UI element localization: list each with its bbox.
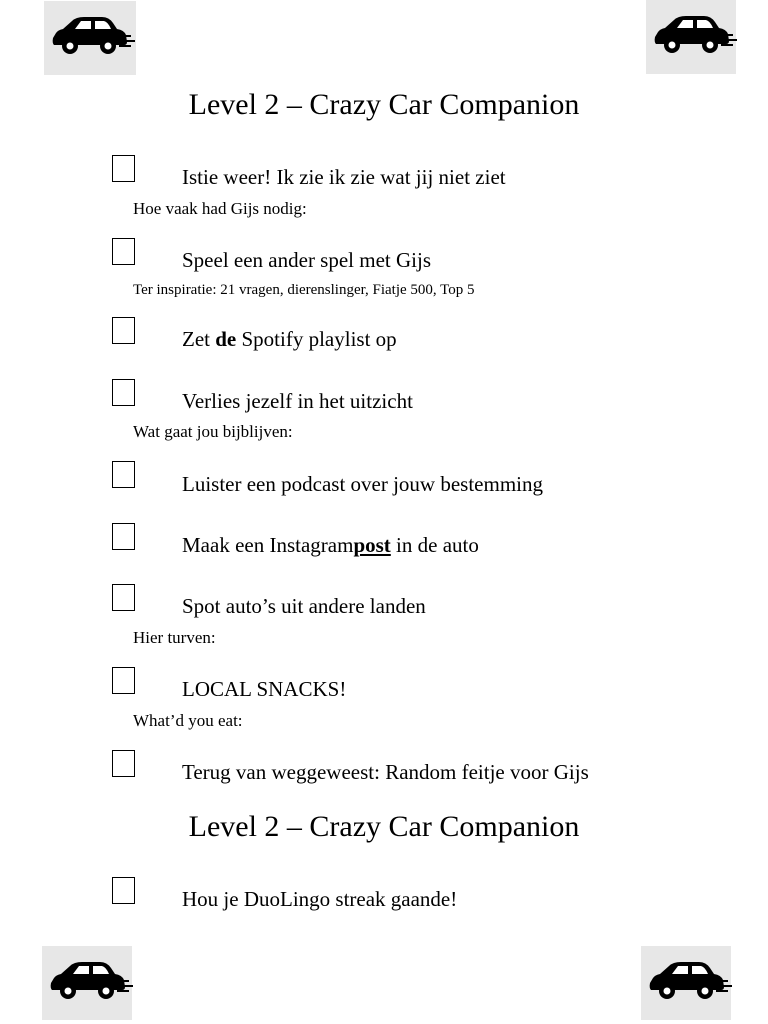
task-label: LOCAL SNACKS!	[182, 677, 347, 701]
checkbox[interactable]	[112, 584, 135, 611]
note-label: Ter inspiratie: 21 vragen, dierenslinger, Fiatje 500, Top 5	[133, 282, 475, 298]
checkbox[interactable]	[112, 461, 135, 488]
checkbox[interactable]	[112, 750, 135, 777]
checkbox[interactable]	[112, 379, 135, 406]
task-label: Maak een Instagrampost in de auto	[182, 533, 479, 557]
car-icon	[44, 1, 136, 75]
task-label: Verlies jezelf in het uitzicht	[182, 389, 413, 413]
task-label: Hou je DuoLingo streak gaande!	[182, 887, 458, 911]
task-label: Terug van weggeweest: Random feitje voor Gijs	[182, 760, 589, 784]
note-label: Wat gaat jou bijblijven:	[133, 422, 293, 441]
page-title: Level 2 – Crazy Car Companion	[188, 88, 580, 121]
note-label: What’d you eat:	[133, 711, 243, 730]
checkbox[interactable]	[112, 155, 135, 182]
car-icon	[641, 946, 731, 1020]
checkbox[interactable]	[112, 667, 135, 694]
car-icon	[646, 0, 736, 74]
page-title: Level 2 – Crazy Car Companion	[188, 810, 580, 843]
task-label: Luister een podcast over jouw bestemming	[182, 472, 543, 496]
task-label: Spot auto’s uit andere landen	[182, 594, 426, 618]
checkbox[interactable]	[112, 523, 135, 550]
checkbox[interactable]	[112, 238, 135, 265]
checkbox[interactable]	[112, 877, 135, 904]
checkbox[interactable]	[112, 317, 135, 344]
note-label: Hier turven:	[133, 628, 216, 647]
task-label: Istie weer! Ik zie ik zie wat jij niet ziet	[182, 165, 506, 189]
task-label: Zet de Spotify playlist op	[182, 327, 397, 351]
note-label: Hoe vaak had Gijs nodig:	[133, 199, 307, 218]
car-icon	[42, 946, 132, 1020]
task-label: Speel een ander spel met Gijs	[182, 248, 432, 272]
